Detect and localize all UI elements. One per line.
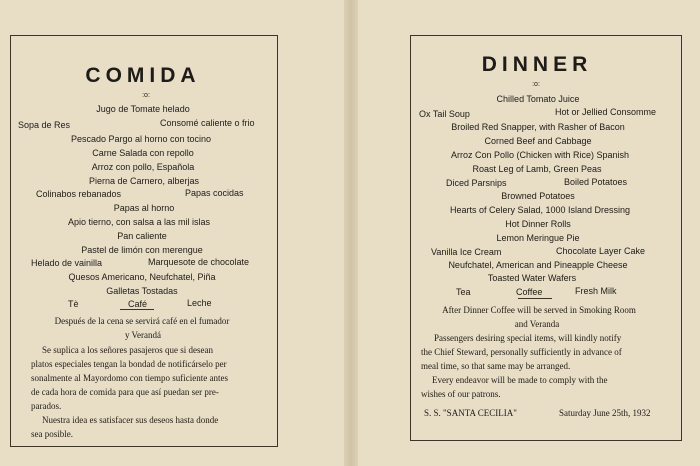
menu-item: Roast Leg of Lamb, Green Peas xyxy=(472,164,602,174)
menu-item: Lemon Meringue Pie xyxy=(496,233,580,243)
menu-item: Sopa de Res xyxy=(18,120,71,130)
menu-item: Tè xyxy=(68,299,79,309)
note-line: the Chief Steward, personally sufficiently in advance of xyxy=(421,347,622,357)
note-line: parados. xyxy=(31,401,62,411)
menu-item: Carne Salada con repollo xyxy=(92,148,194,158)
divider-line xyxy=(518,298,552,299)
note-line: Every endeavor will be made to comply with the xyxy=(432,375,608,385)
note-line: meal time, so that same may be arranged. xyxy=(421,361,571,371)
menu-item: Broiled Red Snapper, with Rasher of Bacon xyxy=(451,122,625,132)
menu-item: Papas al horno xyxy=(113,203,175,213)
menu-item: Papas cocidas xyxy=(185,188,244,198)
menu-item: Neufchatel, American and Pineapple Cheese xyxy=(448,260,628,270)
menu-item: Pastel de limón con merengue xyxy=(81,245,203,255)
menu-item: Tea xyxy=(456,287,471,297)
dinner-separator: :o: xyxy=(532,81,540,88)
note-line: wishes of our patrons. xyxy=(421,389,501,399)
ship-name: S. S. "SANTA CECILIA" xyxy=(424,408,517,418)
menu-item: Boiled Potatoes xyxy=(564,177,628,187)
note-line: Se suplica a los señores pasajeros que si desean xyxy=(42,345,213,355)
menu-item: Leche xyxy=(187,298,212,308)
divider-line xyxy=(120,309,154,310)
menu-item: Pescado Pargo al horno con tocino xyxy=(70,134,212,144)
menu-item: Coffee xyxy=(516,287,543,297)
menu-item: Chocolate Layer Cake xyxy=(556,246,646,256)
dinner-title: DINNER xyxy=(481,53,593,76)
menu-item: Café xyxy=(128,299,148,309)
note-line: y Verandá xyxy=(124,330,162,340)
menu-item: Arroz Con Pollo (Chicken with Rice) Spanish xyxy=(450,150,630,160)
menu-item: Galletas Tostadas xyxy=(106,286,178,296)
comida-title: COMIDA xyxy=(85,64,201,87)
note-line: sea posible. xyxy=(31,429,73,439)
menu-item: Pan caliente xyxy=(117,231,167,241)
menu-item: Hearts of Celery Salad, 1000 Island Dressing xyxy=(449,205,631,215)
menu-item: Diced Parsnips xyxy=(446,178,507,188)
menu-item: Quesos Americano, Neufchatel, Piña xyxy=(68,272,216,282)
menu-item: Fresh Milk xyxy=(575,286,617,296)
comida-separator: :o: xyxy=(142,92,150,99)
menu-item: Hot or Jellied Consomme xyxy=(555,107,657,117)
menu-item: Hot Dinner Rolls xyxy=(505,219,571,229)
menu-item: Browned Potatoes xyxy=(501,191,575,201)
menu-item: Pierna de Carnero, alberjas xyxy=(88,176,200,186)
menu-item: Corned Beef and Cabbage xyxy=(484,136,592,146)
note-line: After Dinner Coffee will be served in Smoking Room xyxy=(442,305,636,315)
menu-item: Chilled Tomato Juice xyxy=(496,94,580,104)
menu-item: Jugo de Tomate helado xyxy=(96,104,190,114)
note-line: sonalmente al Mayordomo con tiempo suficiente antes xyxy=(31,373,228,383)
menu-date: Saturday June 25th, 1932 xyxy=(559,408,651,418)
menu-item: Toasted Water Wafers xyxy=(487,273,577,283)
menu-item: Colinabos rebanados xyxy=(36,189,122,199)
menu-item: Helado de vainilla xyxy=(31,258,103,268)
menu-item: Arroz con pollo, Española xyxy=(91,162,195,172)
page-fold xyxy=(344,0,358,466)
note-line: de cada hora de comida para que así puedan ser pre- xyxy=(31,387,219,397)
note-line: and Veranda xyxy=(514,319,560,329)
note-line: Passengers desiring special items, will kindly notify xyxy=(434,333,622,343)
menu-item: Apio tierno, con salsa a las mil islas xyxy=(67,217,211,227)
menu-item: Marquesote de chocolate xyxy=(148,257,250,267)
menu-item: Vanilla Ice Cream xyxy=(431,247,502,257)
note-line: Después de la cena se servirá café en el fumador xyxy=(54,316,230,326)
menu-item: Ox Tail Soup xyxy=(419,109,470,119)
note-line: platos especiales tengan la bondad de notificárselo per xyxy=(31,359,227,369)
menu-item: Consomé caliente o frio xyxy=(160,118,255,128)
note-line: Nuestra idea es satisfacer sus deseos hasta donde xyxy=(42,415,219,425)
